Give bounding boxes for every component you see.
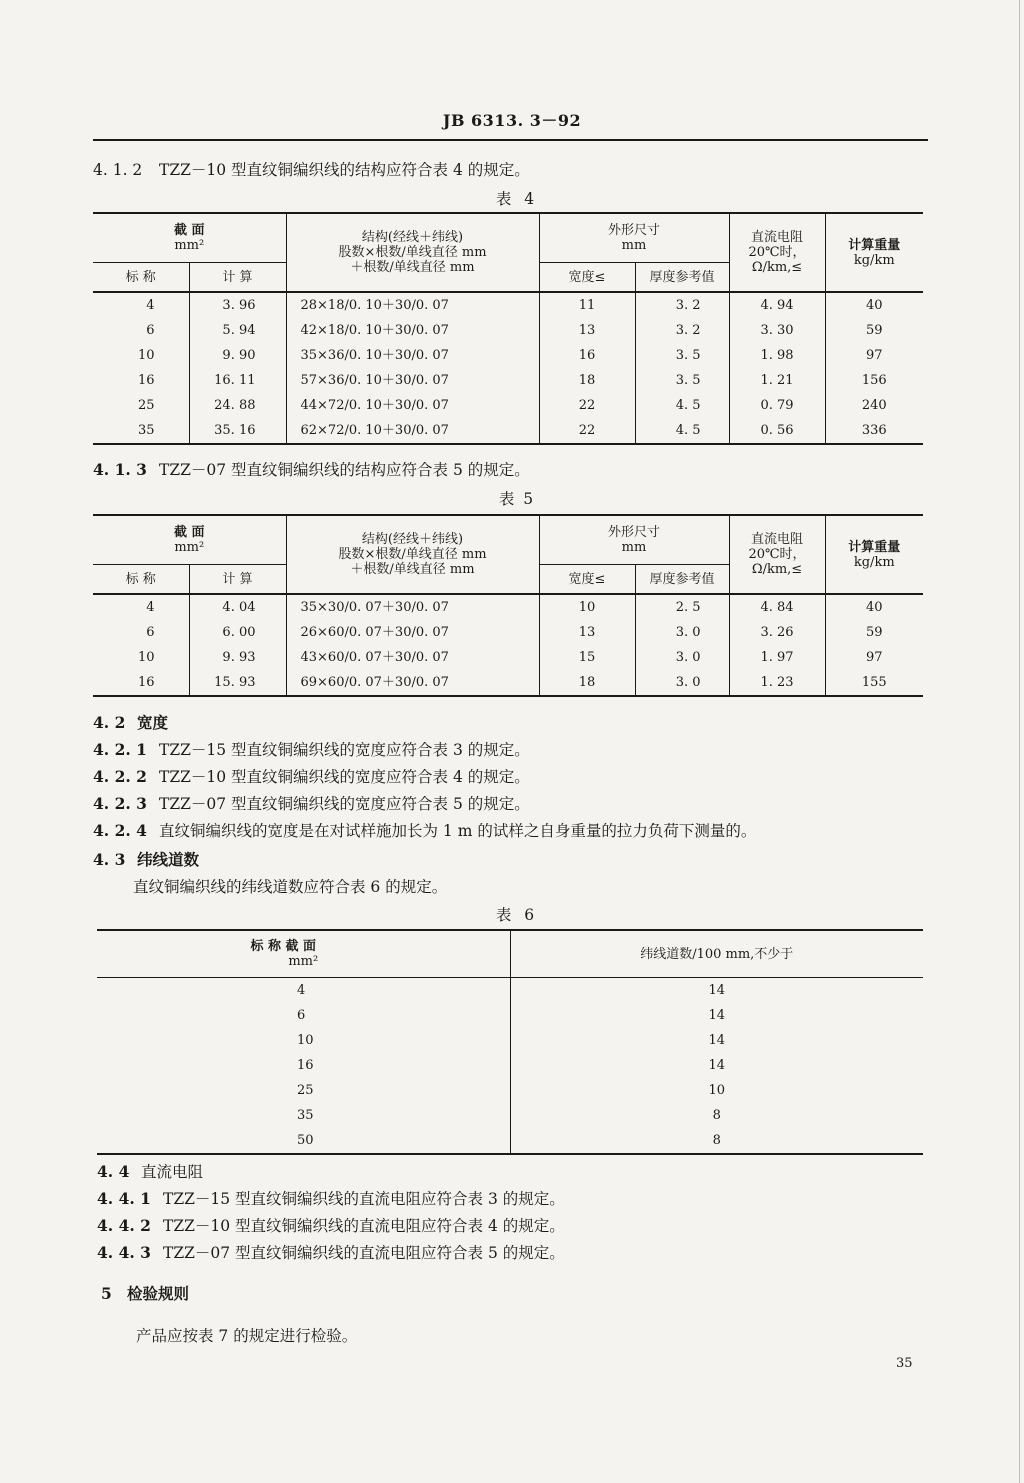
cell-calc: 16. 11 [189,368,286,393]
cell-resistance: 4. 84 [729,594,825,620]
cell-structure: 28×18/0. 10＋30/0. 07 [286,292,539,318]
clause-4-2-1 [93,740,530,760]
cell-weight: 156 [825,368,923,393]
cell-width: 22 [539,418,635,444]
cell-thickness: 3. 5 [635,368,729,393]
header-section [93,213,286,263]
cell-resistance: 1. 98 [729,343,825,368]
cell-thickness: 3. 2 [635,318,729,343]
header-resistance-line3: Ω/km,≤ [751,562,803,577]
header-structure-line1: 结构(经线＋纬线) [361,532,464,547]
clause-text: TZZ－07 型直纹铜编织线的结构应符合表 5 的规定。 [159,461,530,479]
cell-nominal: 35 [93,418,189,444]
header-thickness: 厚度参考值 [635,263,729,293]
cell-count: 8 [510,1103,923,1128]
cell-width: 18 [539,670,635,696]
clause-text: TZZ－10 型直纹铜编织线的结构应符合表 4 的规定。 [159,161,530,179]
header-section-label: 标 称 截 面 [250,939,317,954]
clause-text: TZZ－15 型直纹铜编织线的直流电阻应符合表 3 的规定。 [163,1190,565,1208]
header-section [93,515,286,565]
cell-weight: 97 [825,645,923,670]
header-section-unit: mm² [288,954,319,969]
header-section-unit: mm² [174,540,205,555]
cell-width: 13 [539,318,635,343]
clause-4-4-2 [97,1216,565,1236]
header-resistance [729,515,825,594]
cell-width: 16 [539,343,635,368]
clause-4-1-2 [93,160,530,180]
cell-width: 18 [539,368,635,393]
clause-text: 纬线道数 [137,850,200,869]
cell-calc: 4. 04 [189,594,286,620]
cell-structure: 69×60/0. 07＋30/0. 07 [286,670,539,696]
header-resistance-line2: 20℃时， [748,245,806,260]
clause-text: TZZ－15 型直纹铜编织线的宽度应符合表 3 的规定。 [159,741,530,759]
table4-caption: 表 4 [495,190,539,208]
table-row [93,594,923,620]
cell-structure: 26×60/0. 07＋30/0. 07 [286,620,539,645]
cell-structure: 43×60/0. 07＋30/0. 07 [286,645,539,670]
scan-edge-line [1019,0,1020,1483]
cell-section: 6 [297,1008,306,1023]
cell-width: 10 [539,594,635,620]
header-structure-line3: ＋根数/单线直径 mm [350,260,475,275]
cell-weight: 59 [825,620,923,645]
clause-text: TZZ－10 型直纹铜编织线的宽度应符合表 4 的规定。 [159,768,530,786]
cell-structure: 35×36/0. 10＋30/0. 07 [286,343,539,368]
cell-count: 8 [510,1128,923,1154]
header-section-label: 截 面 [173,223,205,238]
section-title: 检验规则 [127,1284,190,1303]
cell-nominal: 4 [93,594,189,620]
clause-text: TZZ－10 型直纹铜编织线的直流电阻应符合表 4 的规定。 [163,1217,565,1235]
clause-number: 4. 2. 4 [93,821,147,840]
cell-count: 14 [510,1028,923,1053]
clause-number: 4. 2. 1 [93,740,147,759]
clause-4-1-3 [93,460,530,480]
clause-4-2-3 [93,794,530,814]
clause-4-4 [97,1162,203,1182]
cell-calc: 24. 88 [189,393,286,418]
header-structure [286,213,539,292]
table-5 [93,514,923,697]
section-5 [101,1284,189,1304]
clause-4-2-2 [93,767,530,787]
cell-weight: 240 [825,393,923,418]
table-4 [93,212,923,445]
cell-thickness: 4. 5 [635,418,729,444]
page-header-code: JB 6313. 3－92 [442,111,582,130]
header-structure-line3: ＋根数/单线直径 mm [350,562,475,577]
cell-structure: 42×18/0. 10＋30/0. 07 [286,318,539,343]
table-row [93,368,923,393]
cell-calc: 35. 16 [189,418,286,444]
cell-width: 15 [539,645,635,670]
clause-4-4-3 [97,1243,565,1263]
header-weight-line1: 计算重量 [848,539,901,555]
header-resistance-line1: 直流电阻 [751,532,804,547]
header-resistance-line3: Ω/km,≤ [751,260,803,275]
table-row [97,1028,923,1053]
cell-structure: 57×36/0. 10＋30/0. 07 [286,368,539,393]
header-thickness: 厚度参考值 [635,565,729,595]
header-count: 纬线道数/100 mm,不少于 [510,930,923,978]
cell-nominal: 10 [137,650,155,665]
clause-4-3 [93,850,199,870]
cell-weight: 97 [825,343,923,368]
cell-nominal: 10 [137,348,155,363]
table-row [93,620,923,645]
table-row [97,1128,923,1154]
cell-calc: 9. 90 [189,343,286,368]
table-row [93,393,923,418]
cell-resistance: 3. 30 [729,318,825,343]
cell-section: 10 [297,1033,314,1048]
cell-nominal: 4 [93,292,189,318]
header-resistance [729,213,825,292]
header-weight-line2: kg/km [853,554,895,570]
header-structure-line2: 股数×根数/单线直径 mm [338,547,487,562]
cell-calc: 5. 94 [189,318,286,343]
cell-thickness: 3. 0 [635,620,729,645]
table-row [93,645,923,670]
clause-number: 4. 4. 1 [97,1189,151,1208]
clause-text: 宽度 [137,713,169,732]
cell-section: 25 [297,1083,314,1098]
cell-count: 14 [510,1053,923,1078]
cell-structure: 62×72/0. 10＋30/0. 07 [286,418,539,444]
cell-nominal: 6 [146,323,155,338]
table-row [97,978,923,1004]
header-structure-line2: 股数×根数/单线直径 mm [338,245,487,260]
table-row [97,1103,923,1128]
header-calc: 计 算 [189,565,286,595]
cell-calc: 3. 96 [189,292,286,318]
header-section-label: 截 面 [173,525,205,540]
cell-resistance: 1. 97 [729,645,825,670]
header-section-unit: mm² [174,238,205,253]
cell-thickness: 3. 5 [635,343,729,368]
clause-text: TZZ－07 型直纹铜编织线的宽度应符合表 5 的规定。 [159,795,530,813]
table-row [93,343,923,368]
table-row [93,292,923,318]
header-weight-line1: 计算重量 [848,237,901,253]
cell-weight: 40 [825,594,923,620]
header-structure-line1: 结构(经线＋纬线) [361,230,464,245]
header-dimensions-label: 外形尺寸 [608,525,661,540]
cell-nominal: 6 [146,625,155,640]
clause-text: 直流电阻 [141,1163,204,1181]
table-row [93,418,923,444]
clause-number: 4. 1. 3 [93,460,147,479]
section-5-paragraph: 产品应按表 7 的规定进行检验。 [136,1327,358,1345]
cell-nominal: 25 [137,398,155,413]
clause-text: 直纹铜编织线的宽度是在对试样施加长为 1 m 的试样之自身重量的拉力负荷下测量的。 [159,822,757,840]
cell-calc: 6. 00 [189,620,286,645]
cell-calc: 9. 93 [189,645,286,670]
clause-number: 4. 4. 3 [97,1243,151,1262]
header-rule [93,139,928,141]
cell-weight: 59 [825,318,923,343]
table-row [97,1053,923,1078]
cell-thickness: 4. 5 [635,393,729,418]
header-section [97,930,510,978]
clause-number: 4. 4 [97,1162,130,1181]
header-weight [825,213,923,292]
clause-4-3-paragraph: 直纹铜编织线的纬线道数应符合表 6 的规定。 [133,878,448,896]
header-dimensions-unit: mm [621,238,647,253]
cell-nominal: 16 [93,670,189,696]
cell-section: 35 [297,1108,314,1123]
cell-resistance: 1. 23 [729,670,825,696]
cell-thickness: 3. 0 [635,670,729,696]
cell-resistance: 3. 26 [729,620,825,645]
cell-count: 14 [510,978,923,1004]
cell-structure: 44×72/0. 10＋30/0. 07 [286,393,539,418]
clause-4-2 [93,713,168,733]
table5-caption: 表 5 [498,490,536,508]
cell-nominal: 16 [137,373,155,388]
header-structure [286,515,539,594]
header-weight [825,515,923,594]
header-resistance-line2: 20℃时， [748,547,806,562]
cell-thickness: 2. 5 [635,594,729,620]
clause-number: 4. 2. 3 [93,794,147,813]
cell-width: 11 [539,292,635,318]
clause-4-2-4 [93,821,756,841]
clause-number: 4. 1. 2 [93,161,143,179]
cell-count: 10 [510,1078,923,1103]
header-nominal: 标 称 [125,269,156,285]
cell-structure: 35×30/0. 07＋30/0. 07 [286,594,539,620]
clause-4-4-1 [97,1189,565,1209]
header-dimensions-label: 外形尺寸 [608,223,661,238]
page-number: 35 [896,1356,913,1371]
clause-text: TZZ－07 型直纹铜编织线的直流电阻应符合表 5 的规定。 [163,1244,565,1262]
cell-thickness: 3. 0 [635,645,729,670]
header-weight-line2: kg/km [853,252,895,268]
clause-number: 4. 2. 2 [93,767,147,786]
cell-width: 13 [539,620,635,645]
cell-section: 50 [97,1128,510,1154]
cell-thickness: 3. 2 [635,292,729,318]
table-row [93,318,923,343]
header-calc: 计 算 [189,263,286,293]
header-nominal: 标 称 [125,571,156,587]
header-resistance-line1: 直流电阻 [751,230,804,245]
header-width: 宽度≤ [539,263,635,293]
cell-resistance: 0. 79 [729,393,825,418]
cell-weight: 155 [825,670,923,696]
cell-section: 16 [297,1058,314,1073]
clause-number: 4. 3 [93,850,126,869]
cell-resistance: 4. 94 [729,292,825,318]
table-6 [97,929,923,1155]
header-dimensions [539,515,729,565]
header-dimensions [539,213,729,263]
cell-width: 22 [539,393,635,418]
cell-weight: 336 [825,418,923,444]
table-row [97,1078,923,1103]
header-dimensions-unit: mm [621,540,647,555]
clause-number: 4. 2 [93,713,126,732]
clause-number: 4. 4. 2 [97,1216,151,1235]
table6-caption: 表 6 [495,906,539,924]
cell-section: 4 [297,983,306,998]
cell-count: 14 [510,1003,923,1028]
cell-resistance: 1. 21 [729,368,825,393]
table-row [93,670,923,696]
header-width: 宽度≤ [539,565,635,595]
cell-weight: 40 [825,292,923,318]
table-row [97,1003,923,1028]
cell-calc: 15. 93 [189,670,286,696]
section-number: 5 [101,1284,112,1303]
cell-resistance: 0. 56 [729,418,825,444]
